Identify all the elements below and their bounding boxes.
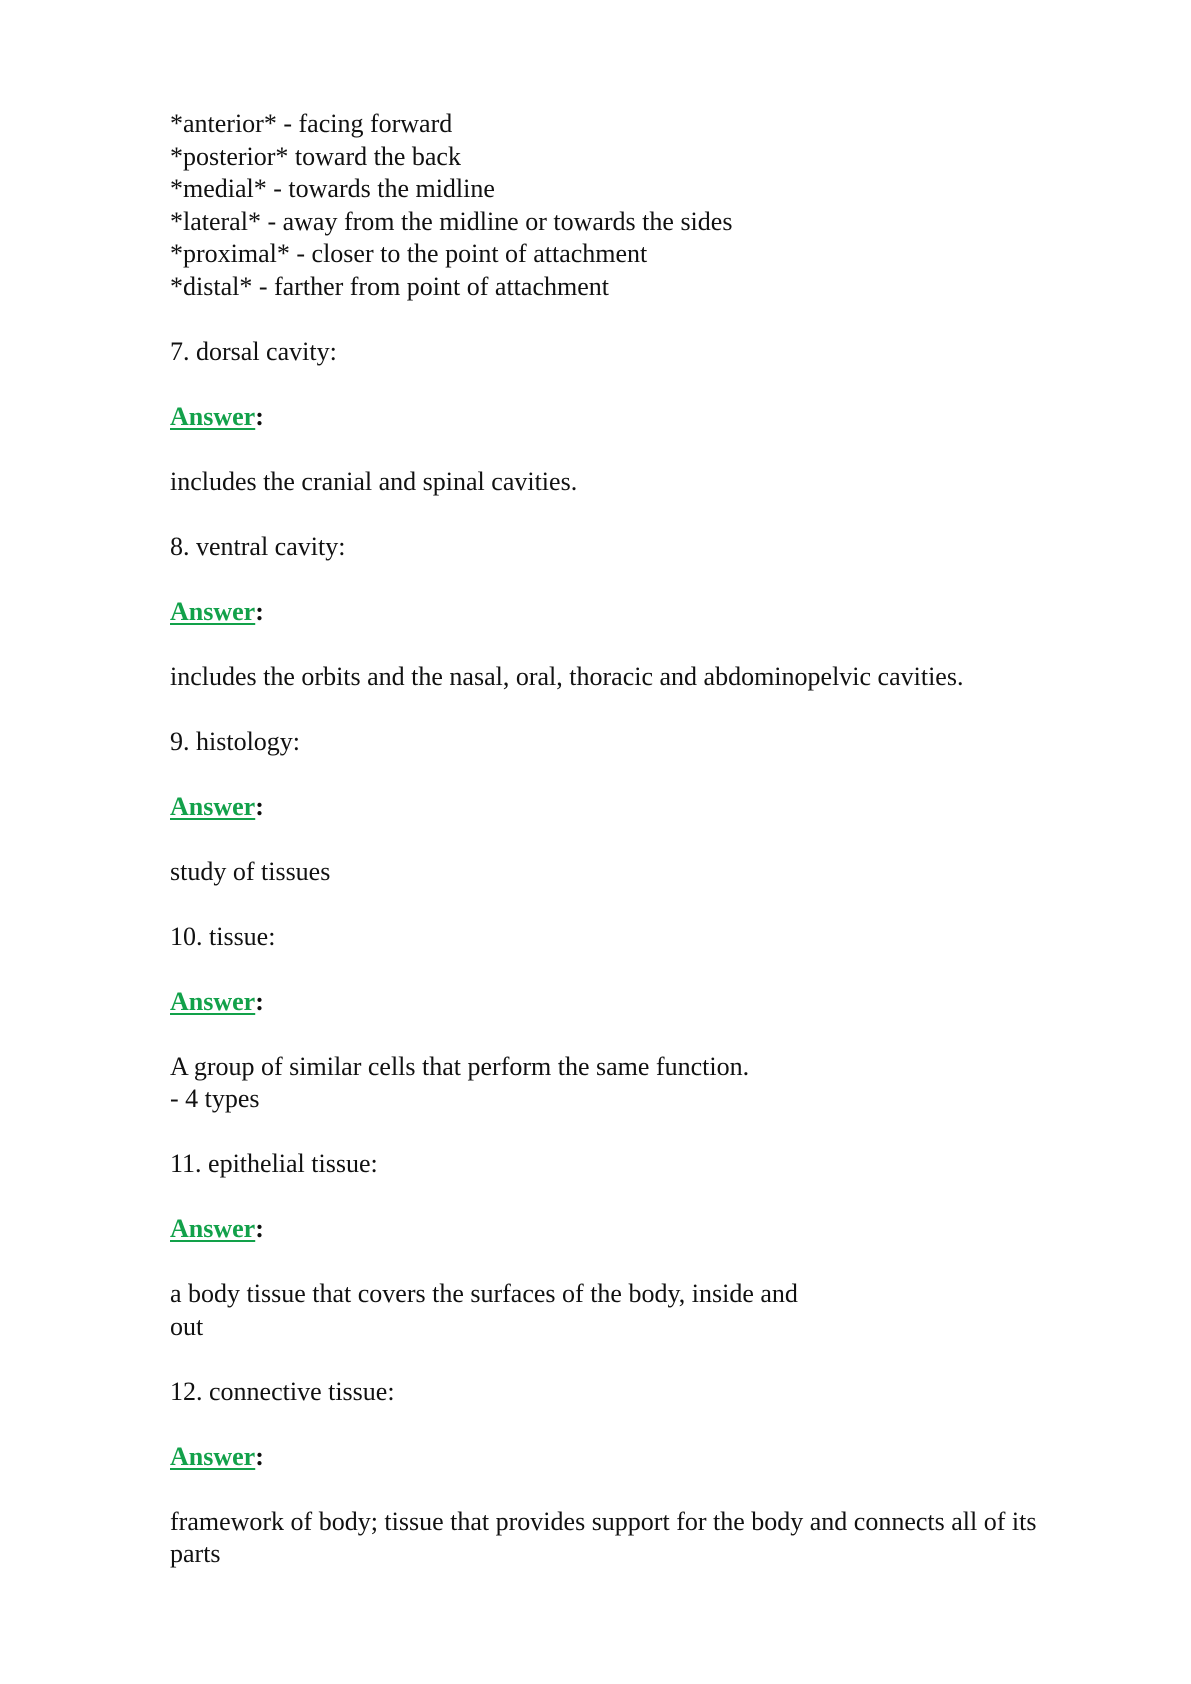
qa-block [170,1148,1130,1343]
question-text: 12. connective tissue: [170,1376,395,1406]
answer-colon: : [255,596,264,626]
answer-label: Answer [170,986,256,1016]
answer-colon: : [255,1441,264,1471]
qa-block [170,921,1130,1116]
answer-label: Answer [170,401,256,431]
answer-text: a body tissue that covers the surfaces of the body, inside and [170,1279,798,1308]
answer-text: includes the cranial and spinal cavities. [170,466,578,496]
document-page [170,108,1130,1571]
question-text: 9. histology: [170,726,301,756]
term-medial: *medial* - towards the midline [170,174,495,203]
answer-text: framework of body; tissue that provides support for the body and connects all of its [170,1506,1037,1536]
question-text: 10. tissue: [170,921,276,951]
term-posterior: *posterior* toward the back [170,141,461,171]
qa-block [170,1376,1130,1571]
term-lateral: *lateral* - away from the midline or towards the sides [170,206,733,236]
answer-heading [170,1441,1130,1474]
answer-text: study of tissues [170,856,331,886]
question-text: 11. epithelial tissue: [170,1149,378,1178]
term-list [170,108,1130,303]
answer-colon: : [255,401,264,431]
answer-label: Answer [170,791,256,821]
answer-heading [170,986,1130,1019]
answer-text: A group of similar cells that perform the same function. [170,1051,750,1081]
answer-heading [170,596,1130,629]
answer-text: - 4 types [170,1084,260,1113]
answer-text: out [170,1311,204,1341]
answer-text: includes the orbits and the nasal, oral, thoracic and abdominopelvic cavities. [170,661,964,691]
answer-colon: : [255,986,264,1016]
answer-heading [170,401,1130,434]
term-proximal: *proximal* - closer to the point of attachment [170,239,648,268]
term-anterior: *anterior* - facing forward [170,109,453,138]
answer-text: parts [170,1539,221,1568]
answer-label: Answer [170,1441,256,1471]
answer-colon: : [255,1214,264,1243]
term-distal: *distal* - farther from point of attachment [170,271,609,301]
qa-block [170,336,1130,499]
question-text: 8. ventral cavity: [170,531,346,561]
qa-block [170,726,1130,889]
answer-colon: : [255,791,264,821]
answer-label: Answer [170,596,256,626]
answer-heading [170,791,1130,824]
answer-label: Answer [170,1214,256,1243]
qa-block [170,531,1130,694]
question-text: 7. dorsal cavity: [170,336,337,366]
answer-heading [170,1213,1130,1246]
